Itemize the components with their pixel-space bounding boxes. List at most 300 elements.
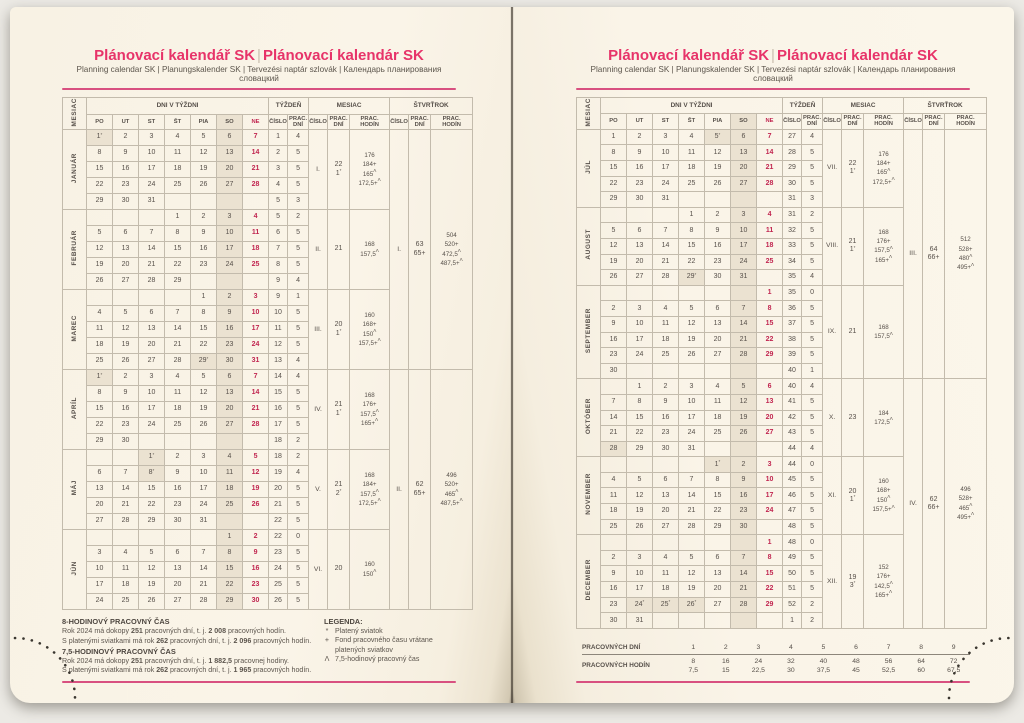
day-cell: 16	[191, 242, 217, 258]
day-cell: 12	[243, 466, 269, 482]
week-workdays: 5	[802, 301, 823, 317]
day-cell: 3	[243, 290, 269, 306]
day-cell: 3	[217, 210, 243, 226]
day-cell: 11	[653, 566, 679, 582]
week-workdays: 2	[288, 450, 309, 466]
day-cell: 20	[113, 258, 139, 274]
workhours-value: 8 7,5	[688, 657, 698, 674]
day-cell	[757, 192, 783, 208]
day-cell: 1*	[705, 457, 731, 473]
bottom-divider-rule	[62, 681, 456, 683]
day-cell: 17	[217, 242, 243, 258]
day-cell: 30	[113, 194, 139, 210]
month-number: XI.	[823, 457, 842, 535]
week-workdays: 3	[802, 192, 823, 208]
day-cell: 21	[191, 578, 217, 594]
week-workdays: 5	[288, 386, 309, 402]
day-cell: 14	[757, 145, 783, 161]
month-number-header: ČÍSLO	[309, 115, 328, 130]
day-cell: 23	[601, 597, 627, 613]
day-cell: 10	[679, 394, 705, 410]
worktime-8h-line-2: S platenými sviatkami má rok 262 pracovných dní, t. j. 2 096 pracovných hodín.	[62, 636, 312, 645]
week-number: 17	[269, 418, 288, 434]
day-cell: 25	[757, 254, 783, 270]
workdays-count-value: 1	[677, 642, 710, 655]
day-cell: 6	[165, 546, 191, 562]
day-cell: 13	[731, 145, 757, 161]
day-cell: 20	[165, 578, 191, 594]
day-cell: 12	[679, 566, 705, 582]
day-cell: 23	[217, 338, 243, 354]
workhours-value: 16 15	[722, 657, 730, 674]
week-number: 48	[783, 535, 802, 551]
month-workdays: 21	[328, 210, 350, 290]
day-cell: 25	[165, 418, 191, 434]
day-cell: 8	[87, 146, 113, 162]
day-cell: 9	[627, 145, 653, 161]
week-workdays: 5	[802, 161, 823, 177]
week-workdays: 2	[802, 207, 823, 223]
day-cell: 30	[113, 434, 139, 450]
week-number: 18	[269, 434, 288, 450]
day-cell: 10	[191, 466, 217, 482]
week-number: 15	[269, 386, 288, 402]
week-number: 16	[269, 402, 288, 418]
day-cell: 2	[601, 550, 627, 566]
day-cell	[653, 363, 679, 379]
day-cell: 4	[705, 379, 731, 395]
week-workdays: 2	[288, 434, 309, 450]
quarter-workhours: 496 520+ $465^\Lambda$ 487,5+$^\Lambda$	[431, 370, 473, 610]
day-cell: 11	[601, 488, 627, 504]
day-cell: 12	[113, 322, 139, 338]
week-workdays: 4	[288, 370, 309, 386]
day-cell: 1*	[139, 450, 165, 466]
week-workdays: 4	[288, 274, 309, 290]
title-part-2: Plánovací kalendár SK	[262, 47, 424, 64]
day-cell: 26	[139, 594, 165, 610]
quarter-number: III.	[904, 129, 923, 379]
day-cell: 28	[243, 178, 269, 194]
day-cell: 9	[113, 386, 139, 402]
day-cell: 1	[165, 210, 191, 226]
week-workdays: 4	[288, 130, 309, 146]
day-cell: 27	[87, 514, 113, 530]
day-cell: 14	[679, 488, 705, 504]
day-cell: 24	[679, 426, 705, 442]
day-cell: 2	[627, 129, 653, 145]
day-cell	[705, 441, 731, 457]
month-workhours: 168 $157,5^\Lambda$	[864, 285, 904, 379]
day-header-pia: PIA	[191, 115, 217, 130]
week-number: 18	[269, 450, 288, 466]
week-workdays-header: PRAC. DNÍ	[289, 115, 308, 128]
day-cell: 25	[653, 348, 679, 364]
month-number: V.	[309, 450, 328, 530]
month-name-label: JANUÁR	[63, 130, 87, 210]
day-cell: 7	[191, 546, 217, 562]
day-cell: 29	[165, 274, 191, 290]
month-workhours-header: PRAC. HODÍN	[350, 115, 390, 130]
title-part-1: Plánovací kalendář SK	[94, 47, 256, 64]
day-cell: 6	[731, 129, 757, 145]
legend-item	[324, 627, 456, 636]
day-cell: 23	[705, 254, 731, 270]
day-cell: 18	[87, 338, 113, 354]
day-cell: 3	[731, 207, 757, 223]
week-workdays: 5	[288, 546, 309, 562]
quarter-workhours: 504 520+ $472,5^\Lambda$ 487,5+$^\Lambda$	[431, 130, 473, 370]
day-cell: 29	[139, 514, 165, 530]
day-cell	[139, 290, 165, 306]
day-cell: 24	[243, 338, 269, 354]
week-number: 14	[269, 370, 288, 386]
day-cell: 19	[679, 332, 705, 348]
week-workdays: 5	[802, 238, 823, 254]
day-cell: 3	[679, 379, 705, 395]
workdays-count-value: 6	[840, 642, 873, 655]
day-cell: 9	[601, 316, 627, 332]
day-cell: 28	[243, 418, 269, 434]
day-cell: 8	[165, 226, 191, 242]
quarter-workhours-header: PRAC. HODÍN	[945, 113, 987, 129]
legend-symbol-caret: Λ	[324, 655, 330, 664]
day-cell	[139, 434, 165, 450]
day-cell: 8	[191, 306, 217, 322]
week-workdays: 5	[802, 504, 823, 520]
month-workhours: 160 168+ $150^\Lambda$ 157,5+$^\Lambda$	[864, 457, 904, 535]
day-cell: 5	[243, 450, 269, 466]
day-cell	[757, 363, 783, 379]
day-cell: 23	[601, 348, 627, 364]
day-cell	[191, 530, 217, 546]
day-cell: 30	[601, 363, 627, 379]
day-cell	[757, 613, 783, 629]
week-group-header: TÝŽDEŇ	[783, 98, 823, 114]
day-cell: 11	[679, 145, 705, 161]
day-cell	[679, 535, 705, 551]
day-cell: 31	[731, 270, 757, 286]
day-cell: 3	[191, 450, 217, 466]
workhours-value: 32 30	[787, 657, 795, 674]
day-header-pia: PIA	[705, 113, 731, 129]
day-cell: 19	[243, 482, 269, 498]
week-number: 39	[783, 348, 802, 364]
day-cell: 8	[757, 301, 783, 317]
day-cell: 26*	[679, 597, 705, 613]
day-cell: 24	[757, 504, 783, 520]
day-cell	[191, 434, 217, 450]
day-cell: 21	[165, 338, 191, 354]
day-header-ne: NE	[243, 115, 269, 130]
day-cell: 8*	[139, 466, 165, 482]
month-workdays: 20 1*	[328, 290, 350, 370]
day-cell: 10	[757, 472, 783, 488]
workdays-count-label: PRACOVNÝCH DNÍ	[582, 642, 677, 655]
week-workdays: 5	[288, 498, 309, 514]
day-cell: 9	[601, 566, 627, 582]
week-workdays: 4	[288, 466, 309, 482]
week-workdays: 2	[802, 613, 823, 629]
day-cell: 15	[139, 482, 165, 498]
day-cell: 30	[705, 270, 731, 286]
day-cell: 10	[653, 145, 679, 161]
week-workdays: 5	[288, 418, 309, 434]
week-number: 47	[783, 504, 802, 520]
week-number: 33	[783, 238, 802, 254]
day-cell: 9	[191, 226, 217, 242]
day-cell: 10	[627, 566, 653, 582]
week-workdays: 5	[802, 332, 823, 348]
workdays-count-value: 7	[872, 642, 905, 655]
week-workdays: 0	[288, 530, 309, 546]
day-cell: 28	[139, 274, 165, 290]
day-cell: 15	[87, 402, 113, 418]
day-cell: 17	[731, 238, 757, 254]
day-cell: 21	[243, 402, 269, 418]
day-cell: 8	[757, 550, 783, 566]
day-cell: 12	[139, 562, 165, 578]
day-cell: 10	[87, 562, 113, 578]
week-workdays: 4	[288, 354, 309, 370]
week-number: 40	[783, 379, 802, 395]
day-cell	[87, 210, 113, 226]
day-cell: 7	[165, 306, 191, 322]
month-workdays: 21 1*	[842, 207, 864, 285]
week-workdays: 5	[288, 242, 309, 258]
day-cell: 18	[705, 410, 731, 426]
day-cell: 19	[705, 161, 731, 177]
day-cell: 9	[217, 306, 243, 322]
day-header-ne: NE	[757, 113, 783, 129]
day-cell: 14	[243, 386, 269, 402]
day-cell	[757, 441, 783, 457]
day-cell: 2	[731, 457, 757, 473]
day-cell: 6	[627, 223, 653, 239]
day-cell: 1	[627, 379, 653, 395]
left-page	[10, 7, 512, 703]
day-cell: 5	[191, 370, 217, 386]
week-workdays: 5	[802, 519, 823, 535]
day-header-so: SO	[217, 115, 243, 130]
day-cell: 2	[113, 370, 139, 386]
week-number: 22	[269, 530, 288, 546]
day-cell: 6	[113, 226, 139, 242]
day-cell: 23	[113, 418, 139, 434]
day-cell: 5	[679, 550, 705, 566]
day-cell: 4	[243, 210, 269, 226]
day-cell: 3	[87, 546, 113, 562]
month-name-label: APRÍL	[63, 370, 87, 450]
day-cell: 15	[705, 488, 731, 504]
week-number: 27	[783, 129, 802, 145]
day-cell: 25	[705, 426, 731, 442]
day-cell: 8	[627, 394, 653, 410]
day-cell	[601, 285, 627, 301]
day-cell: 4	[87, 306, 113, 322]
week-workdays: 5	[802, 472, 823, 488]
month-workdays: 22 1*	[328, 130, 350, 210]
day-cell: 31	[139, 194, 165, 210]
month-workdays: 21	[842, 285, 864, 379]
day-cell: 18	[165, 402, 191, 418]
day-cell: 7	[243, 370, 269, 386]
day-cell	[243, 274, 269, 290]
title-part-2: Plánovací kalendár SK	[776, 47, 938, 64]
day-cell: 21	[731, 582, 757, 598]
day-cell: 24	[627, 348, 653, 364]
day-cell: 1	[757, 535, 783, 551]
day-cell: 2	[165, 450, 191, 466]
month-name-label: JÚN	[63, 530, 87, 610]
day-cell: 10	[731, 223, 757, 239]
day-header-so: SO	[731, 113, 757, 129]
month-number: IX.	[823, 285, 842, 379]
day-cell: 27	[653, 519, 679, 535]
day-cell: 25	[679, 176, 705, 192]
day-cell: 21	[731, 332, 757, 348]
day-cell: 27	[165, 594, 191, 610]
day-cell	[627, 207, 653, 223]
month-name-label: OKTÓBER	[577, 379, 601, 457]
day-cell: 6	[653, 472, 679, 488]
day-cell: 9	[731, 472, 757, 488]
day-cell	[243, 434, 269, 450]
week-workdays: 0	[802, 457, 823, 473]
day-cell: 14	[653, 238, 679, 254]
day-cell: 26	[113, 354, 139, 370]
day-cell: 26	[731, 426, 757, 442]
day-cell: 1	[191, 290, 217, 306]
week-number: 32	[783, 223, 802, 239]
day-header-po: PO	[87, 115, 113, 130]
month-number: VI.	[309, 530, 328, 610]
day-cell: 28	[731, 348, 757, 364]
day-cell: 5	[191, 130, 217, 146]
day-cell: 30	[243, 594, 269, 610]
day-cell: 15	[757, 566, 783, 582]
day-cell: 7	[731, 550, 757, 566]
month-workdays: 22 1*	[842, 129, 864, 207]
day-cell: 5	[139, 546, 165, 562]
day-cell: 15	[191, 322, 217, 338]
day-cell: 24	[87, 594, 113, 610]
week-number: 22	[269, 514, 288, 530]
day-cell: 4	[653, 550, 679, 566]
day-cell: 20	[705, 332, 731, 348]
day-cell: 2	[217, 290, 243, 306]
page-subtitle: Planning calendar SK | Planungskalender SK | Tervezési naptár szlovák | Календарь планирования словацкий	[590, 65, 956, 83]
day-cell	[757, 270, 783, 286]
day-cell: 28	[191, 594, 217, 610]
week-workdays: 5	[288, 226, 309, 242]
weekdays-group-header: DNI V TÝŽDNI	[601, 98, 783, 114]
day-cell: 28	[113, 514, 139, 530]
day-cell: 18	[757, 238, 783, 254]
title-separator: |	[771, 47, 775, 64]
day-cell: 30	[601, 613, 627, 629]
day-cell: 27	[731, 176, 757, 192]
week-workdays: 5	[288, 482, 309, 498]
day-cell	[217, 274, 243, 290]
month-workhours: 184 $172,5^\Lambda$	[864, 379, 904, 457]
workdays-count-value: 2	[710, 642, 743, 655]
day-cell	[705, 535, 731, 551]
day-cell: 6	[757, 379, 783, 395]
day-cell	[705, 192, 731, 208]
day-cell: 12	[601, 238, 627, 254]
workhours-value: 64 60	[917, 657, 925, 674]
day-cell: 20	[731, 161, 757, 177]
day-cell: 20	[139, 338, 165, 354]
day-cell: 8	[705, 472, 731, 488]
week-workdays: 5	[288, 514, 309, 530]
day-cell: 10	[139, 386, 165, 402]
day-cell	[87, 450, 113, 466]
week-number: 48	[783, 519, 802, 535]
day-cell	[113, 210, 139, 226]
day-cell	[627, 457, 653, 473]
month-name-label: AUGUST	[577, 207, 601, 285]
day-cell: 27	[217, 178, 243, 194]
day-cell	[87, 530, 113, 546]
day-cell: 16	[601, 582, 627, 598]
day-cell	[705, 285, 731, 301]
day-cell: 20	[705, 582, 731, 598]
month-number: IV.	[309, 370, 328, 450]
quarter-workdays: 62 65+	[409, 370, 431, 610]
day-cell: 19	[87, 258, 113, 274]
day-cell: 23	[627, 176, 653, 192]
planning-calendar-table-jul-dec	[576, 97, 975, 629]
day-cell: 18	[653, 582, 679, 598]
week-number: 30	[783, 176, 802, 192]
week-workdays: 1	[802, 363, 823, 379]
day-cell: 18	[653, 332, 679, 348]
week-workdays: 5	[802, 550, 823, 566]
month-workdays: 21 2*	[328, 450, 350, 530]
day-cell	[705, 363, 731, 379]
day-cell: 7	[139, 226, 165, 242]
day-cell: 22	[191, 338, 217, 354]
day-cell: 17	[627, 582, 653, 598]
week-number: 13	[269, 354, 288, 370]
week-number: 11	[269, 322, 288, 338]
month-workhours: 152 176+ $142,5^\Lambda$ 165+$^\Lambda$	[864, 535, 904, 629]
day-cell: 22	[679, 254, 705, 270]
month-workhours: 168 176+ $157,5^\Lambda$ 165+$^\Lambda$	[350, 370, 390, 450]
day-cell: 12	[191, 386, 217, 402]
day-cell: 13	[627, 238, 653, 254]
day-cell: 22	[757, 332, 783, 348]
month-workdays: 23	[842, 379, 864, 457]
day-cell: 10	[243, 306, 269, 322]
month-name-label: NOVEMBER	[577, 457, 601, 535]
quarter-group-header: ŠTVRŤROK	[904, 98, 987, 114]
day-cell	[705, 613, 731, 629]
week-number: 40	[783, 363, 802, 379]
quarter-number-header: ČÍSLO	[904, 113, 923, 129]
day-cell: 2	[113, 130, 139, 146]
day-cell: 6	[139, 306, 165, 322]
day-cell: 8	[601, 145, 627, 161]
quarter-workhours: 512 528+ $480^\Lambda$ 495+$^\Lambda$	[945, 129, 987, 379]
worktime-8h-title: 8-HODINOVÝ PRACOVNÝ ČAS	[62, 617, 170, 626]
workdays-hours-table	[576, 642, 970, 677]
day-cell: 25	[165, 178, 191, 194]
legend-item	[324, 655, 456, 664]
day-cell: 20	[627, 254, 653, 270]
